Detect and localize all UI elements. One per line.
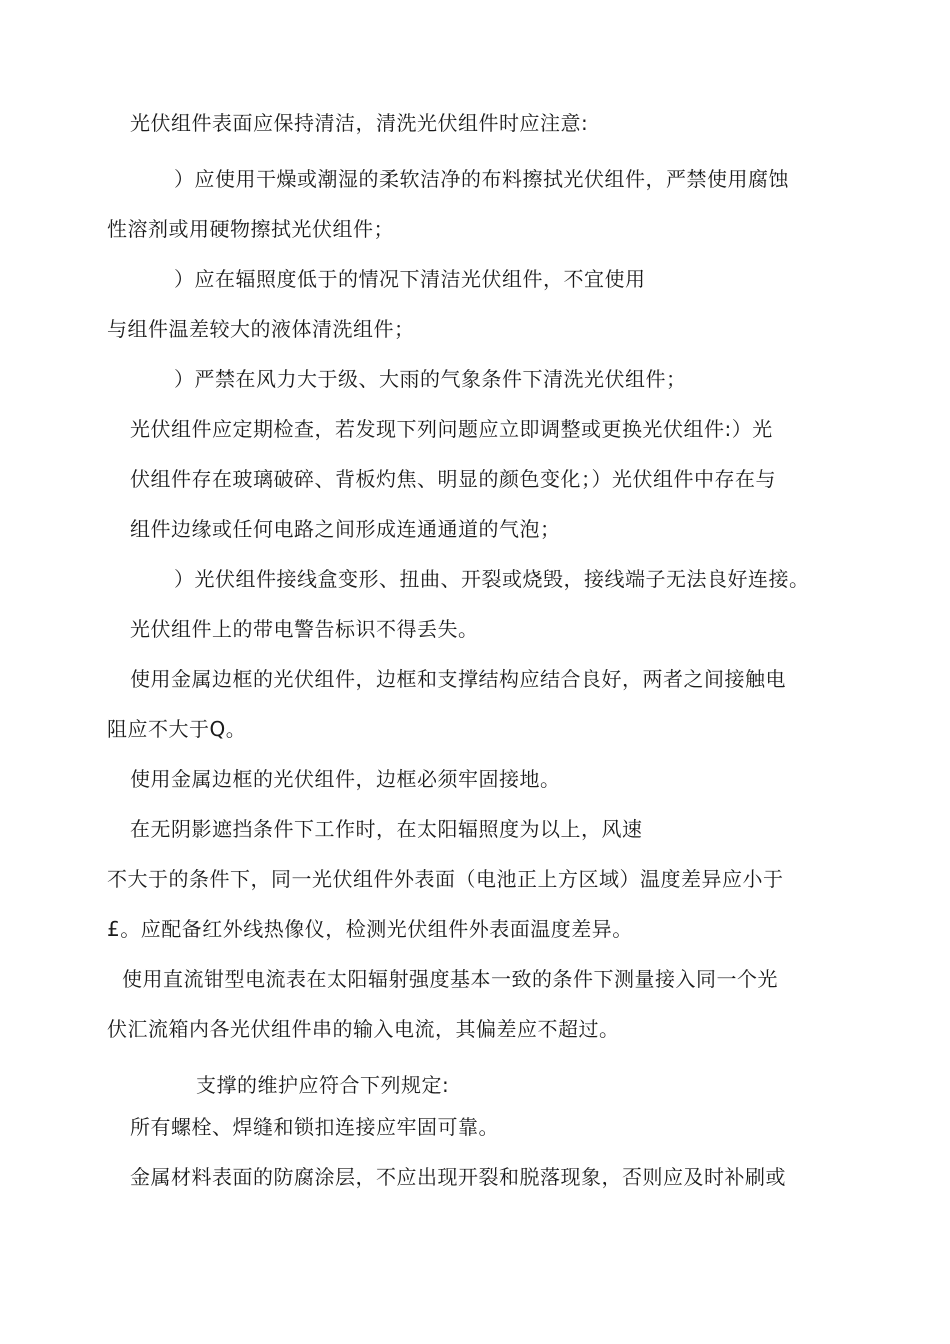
text-line: ）光伏组件接线盒变形、扭曲、开裂或烧毁，接线端子无法良好连接。 — [174, 567, 810, 591]
text-line: 光伏组件表面应保持清洁，清洗光伏组件时应注意: — [130, 111, 589, 135]
text-line: 阻应不大于Q。 — [107, 717, 247, 741]
text-line: 使用金属边框的光伏组件，边框和支撑结构应结合良好，两者之间接触电 — [130, 667, 786, 691]
text-line: 使用金属边框的光伏组件，边框必须牢固接地。 — [130, 767, 561, 791]
text-line: 使用直流钳型电流表在太阳辐射强度基本一致的条件下测量接入同一个光 — [122, 967, 778, 991]
text-line: 光伏组件应定期检查，若发现下列问题应立即调整或更换光伏组件:）光 — [130, 417, 773, 441]
text-line: 与组件温差较大的液体清洗组件； — [107, 317, 415, 341]
text-line: ）应在辐照度低于的情况下清洁光伏组件，不宜使用 — [174, 267, 646, 291]
text-line: 光伏组件上的带电警告标识不得丢失。 — [130, 617, 479, 641]
text-line: 伏组件存在玻璃破碎、背板灼焦、明显的颜色变化；）光伏组件中存在与 — [130, 467, 776, 491]
text-line: ）应使用干燥或潮湿的柔软洁净的布料擦拭光伏组件，严禁使用腐蚀 — [174, 167, 789, 191]
text-line: 支撑的维护应符合下列规定: — [196, 1073, 450, 1097]
text-line: 在无阴影遮挡条件下工作时，在太阳辐照度为以上，风速 — [130, 817, 643, 841]
text-line: 不大于的条件下，同一光伏组件外表面（电池正上方区域）温度差异应小于 — [107, 867, 784, 891]
text-line: ）严禁在风力大于级、大雨的气象条件下清洗光伏组件； — [174, 367, 687, 391]
text-line: 伏汇流箱内各光伏组件串的输入电流，其偏差应不超过。 — [107, 1017, 620, 1041]
text-line: 所有螺栓、焊缝和锁扣连接应牢固可靠。 — [130, 1115, 499, 1139]
text-line: £。应配备红外线热像仪，检测光伏组件外表面温度差异。 — [107, 917, 633, 941]
text-line: 金属材料表面的防腐涂层，不应出现开裂和脱落现象，否则应及时补刷或 — [130, 1165, 786, 1189]
text-line: 性溶剂或用硬物擦拭光伏组件； — [107, 217, 394, 241]
text-line: 组件边缘或任何电路之间形成连通通道的气泡； — [130, 517, 561, 541]
